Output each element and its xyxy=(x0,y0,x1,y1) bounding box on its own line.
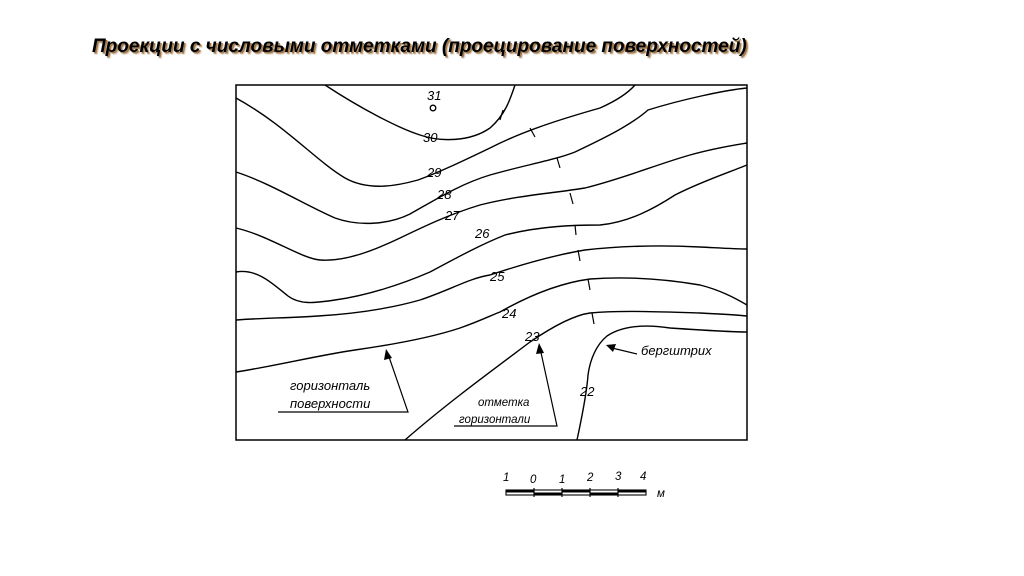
annotation-contour-line-text-2: поверхности xyxy=(290,396,371,411)
arrow-head-icon xyxy=(606,344,616,352)
slope-tick xyxy=(588,279,590,290)
slope-tick xyxy=(570,193,573,204)
slope-tick xyxy=(575,225,576,235)
slope-tick xyxy=(592,313,594,324)
scale-label: 4 xyxy=(640,471,647,483)
annotation-contour-mark xyxy=(454,343,557,426)
slope-tick xyxy=(500,110,503,120)
scale-label: 2 xyxy=(587,472,594,484)
elevation-label-25: 25 xyxy=(490,269,505,284)
scale-label: 0 xyxy=(530,474,537,486)
scale-unit: м xyxy=(657,488,665,500)
scale-bar-segment xyxy=(590,493,618,496)
spot-height-label: 31 xyxy=(427,88,442,103)
elevation-label-22: 22 xyxy=(580,384,595,399)
elevation-label-30: 30 xyxy=(423,130,438,145)
annotation-contour-line-text-1: горизонталь xyxy=(290,378,371,393)
slope-tick xyxy=(557,158,560,168)
arrow-head-icon xyxy=(536,343,544,354)
elevation-label-29: 29 xyxy=(427,165,442,180)
scale-bar-segment xyxy=(534,493,562,496)
annotation-contour-line xyxy=(278,349,408,412)
annotation-contour-mark-text-1: отметка xyxy=(478,397,530,409)
contour-23 xyxy=(405,311,747,440)
leader-line xyxy=(612,348,637,354)
annotation-contour-mark-text-2: горизонтали xyxy=(459,414,531,426)
annotation-slope-tick xyxy=(606,343,712,358)
elevation-label-24: 24 xyxy=(502,306,517,321)
scale-bar-segment xyxy=(562,490,590,493)
scale-label: 1 xyxy=(559,474,566,486)
contour-27 xyxy=(236,143,747,260)
scale-label: 3 xyxy=(615,471,622,483)
annotation-slope-tick-text: бергштрих xyxy=(641,343,712,358)
elevation-label-26: 26 xyxy=(475,226,490,241)
spot-height-marker xyxy=(430,105,436,111)
arrow-head-icon xyxy=(384,349,392,360)
contour-30 xyxy=(325,85,515,140)
slide-title: Проекции с числовыми отметками (проецирование поверхностей) xyxy=(92,36,747,57)
slope-ticks xyxy=(500,110,594,324)
elevation-label-28: 28 xyxy=(437,187,452,202)
scale-bar-segment xyxy=(506,490,534,493)
scale-label: 1 xyxy=(503,472,510,484)
elevation-label-27: 27 xyxy=(445,208,460,223)
elevation-label-23: 23 xyxy=(525,329,540,344)
scale-bar-segment xyxy=(618,490,646,493)
scale-bar xyxy=(503,471,665,500)
